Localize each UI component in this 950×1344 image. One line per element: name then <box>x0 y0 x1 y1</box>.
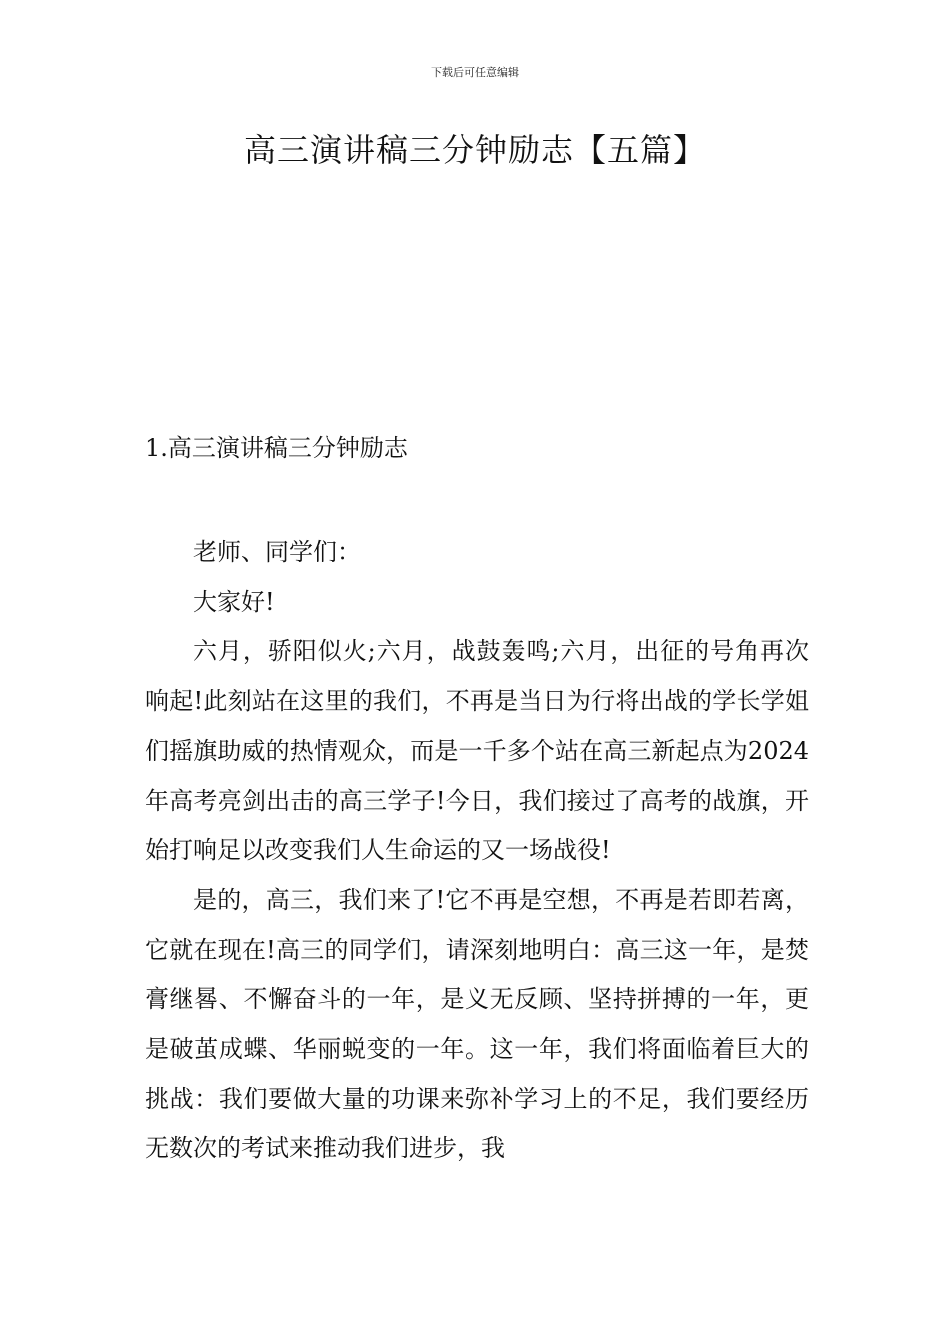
paragraph-greeting: 大家好! <box>193 587 275 616</box>
document-body <box>145 528 809 1174</box>
header-note: 下载后可任意编辑 <box>431 66 519 79</box>
document-title: 高三演讲稿三分钟励志【五篇】 <box>243 131 706 169</box>
paragraph-june: 六月，骄阳似火;六月，战鼓轰鸣;六月，出征的号角再次响起!此刻站在这里的我们，不再是当日为行将出战的学长学姐们摇旗助威的热情观众，而是一千多个站在高三新起点为2024年高考亮剑出击的高三学子!今日，我们接过了高考的战旗，开始打响足以改变我们人生命运的又一场战役! <box>145 637 809 865</box>
paragraph-salutation: 老师、同学们： <box>193 538 361 566</box>
paragraph-senior-year: 是的，高三，我们来了!它不再是空想，不再是若即若离，它就在现在!高三的同学们，请深刻地明白：高三这一年，是焚膏继晷、不懈奋斗的一年，是义无反顾、坚持拼搏的一年，更是破茧成蝶、华丽蜕变的一年。这一年，我们将面临着巨大的挑战：我们要做大量的功课来弥补学习上的不足，我们要经历无数次的考试来推动我们进步，我 <box>145 885 809 1163</box>
section-heading: 1.高三演讲稿三分钟励志 <box>145 434 408 462</box>
